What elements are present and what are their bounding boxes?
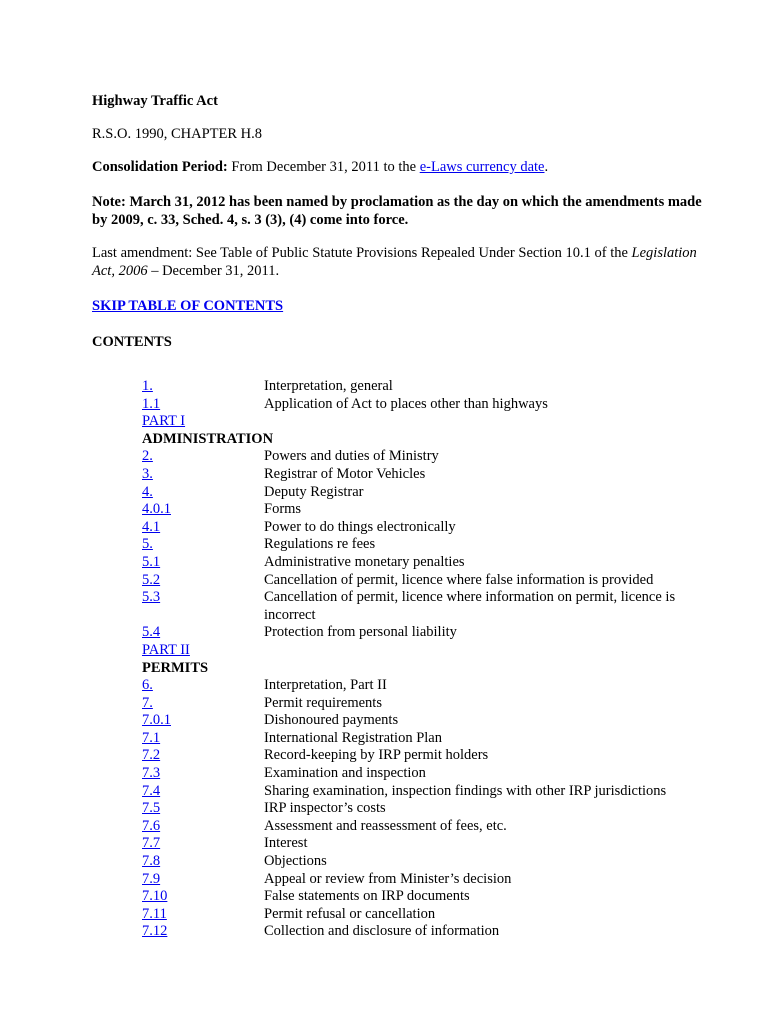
toc-entry bbox=[142, 589, 702, 624]
section-description: Dishonoured payments bbox=[264, 712, 399, 729]
section-description: Application of Act to places other than highways bbox=[264, 395, 548, 412]
section-link[interactable]: 7.8 bbox=[142, 853, 161, 870]
toc-entry bbox=[142, 835, 702, 853]
toc-entry bbox=[142, 396, 702, 414]
section-link[interactable]: 5.4 bbox=[142, 624, 161, 641]
document-body bbox=[92, 92, 712, 351]
toc-entry bbox=[142, 554, 702, 572]
toc-entry bbox=[142, 536, 702, 554]
section-link[interactable]: 7.10 bbox=[142, 888, 168, 905]
section-description: Interest bbox=[264, 835, 308, 852]
section-description: Power to do things electronically bbox=[264, 518, 456, 535]
section-description: Protection from personal liability bbox=[264, 624, 457, 641]
toc-entry bbox=[142, 818, 702, 836]
section-description: Forms bbox=[264, 501, 302, 518]
section-description: Assessment and reassessment of fees, etc. bbox=[264, 817, 507, 834]
section-description: False statements on IRP documents bbox=[264, 888, 470, 905]
toc-entry bbox=[142, 712, 702, 730]
section-link[interactable]: 3. bbox=[142, 465, 153, 482]
section-description: Collection and disclosure of information bbox=[264, 923, 500, 940]
section-description: Interpretation, general bbox=[264, 378, 393, 394]
section-link[interactable]: 7. bbox=[142, 694, 153, 711]
toc-entry bbox=[142, 501, 702, 519]
section-description: Objections bbox=[264, 853, 327, 870]
toc-entry bbox=[142, 853, 702, 871]
part-title: PERMITS bbox=[142, 659, 209, 676]
chapter-reference: R.S.O. 1990, CHAPTER H.8 bbox=[92, 126, 262, 142]
section-link[interactable]: 2. bbox=[142, 448, 153, 465]
part-link[interactable]: PART I bbox=[142, 413, 186, 430]
section-description: Cancellation of permit, licence where false information is provided bbox=[264, 571, 654, 588]
consolidation-text: From December 31, 2011 to the bbox=[227, 159, 420, 175]
part-title: ADMINISTRATION bbox=[142, 430, 274, 447]
part-link[interactable]: PART II bbox=[142, 641, 190, 658]
section-description: Examination and inspection bbox=[264, 765, 426, 782]
skip-toc-link[interactable]: SKIP TABLE OF CONTENTS bbox=[92, 298, 284, 314]
skip-toc bbox=[92, 297, 712, 315]
toc-entry bbox=[142, 466, 702, 484]
toc-entry bbox=[142, 888, 702, 906]
section-link[interactable]: 6. bbox=[142, 677, 153, 694]
section-link[interactable]: 7.1 bbox=[142, 729, 161, 746]
section-link[interactable]: 5.3 bbox=[142, 589, 161, 606]
section-description: IRP inspector’s costs bbox=[264, 800, 386, 817]
section-link[interactable]: 7.12 bbox=[142, 923, 168, 940]
section-description: Permit refusal or cancellation bbox=[264, 905, 436, 922]
section-description: Registrar of Motor Vehicles bbox=[264, 465, 426, 482]
section-description: International Registration Plan bbox=[264, 729, 442, 746]
last-amendment: Last amendment: See Table of Public Statute Provisions Repealed Under Section 10.1 of the Legislation Act, 2006 – December 31, 2011. bbox=[92, 245, 697, 279]
section-description: Sharing examination, inspection findings with other IRP jurisdictions bbox=[264, 782, 667, 799]
section-description: Powers and duties of Ministry bbox=[264, 448, 439, 465]
section-link[interactable]: 7.0.1 bbox=[142, 712, 171, 729]
toc-entry bbox=[142, 572, 702, 590]
section-description: Permit requirements bbox=[264, 694, 382, 711]
section-link[interactable]: 7.6 bbox=[142, 817, 161, 834]
section-link[interactable]: 4.0.1 bbox=[142, 501, 171, 518]
section-link[interactable]: 4.1 bbox=[142, 518, 161, 535]
toc-entry bbox=[142, 800, 702, 818]
section-link[interactable]: 7.2 bbox=[142, 747, 161, 764]
toc-entry bbox=[142, 730, 702, 748]
toc-entry bbox=[142, 783, 702, 801]
section-link[interactable]: 1. bbox=[142, 378, 153, 394]
currency-date-link[interactable]: e-Laws currency date bbox=[419, 159, 545, 175]
toc-entry bbox=[142, 695, 702, 713]
section-link[interactable]: 7.3 bbox=[142, 765, 161, 782]
consolidation-label: Consolidation Period: bbox=[92, 159, 228, 175]
section-link[interactable]: 5.2 bbox=[142, 571, 161, 588]
toc-entry bbox=[142, 747, 702, 765]
consolidation-period: Consolidation Period: From December 31, 2011 to the e-Laws currency date. bbox=[92, 159, 549, 175]
section-description: Record-keeping by IRP permit holders bbox=[264, 747, 489, 764]
section-link[interactable]: 7.7 bbox=[142, 835, 161, 852]
toc-entry bbox=[142, 871, 702, 889]
section-link[interactable]: 7.5 bbox=[142, 800, 161, 817]
act-title: Highway Traffic Act bbox=[92, 93, 218, 109]
section-link[interactable]: 4. bbox=[142, 483, 153, 500]
toc-entry bbox=[142, 448, 702, 466]
toc-entry bbox=[142, 378, 702, 396]
section-description: Deputy Registrar bbox=[264, 483, 364, 500]
legislation-act-title: Legislation Act, 2006 bbox=[92, 245, 697, 279]
section-link[interactable]: 5.1 bbox=[142, 553, 161, 570]
section-description: Cancellation of permit, licence where information on permit, licence is incorrect bbox=[264, 589, 676, 623]
table-of-contents bbox=[142, 378, 702, 941]
proclamation-note: Note: March 31, 2012 has been named by proclamation as the day on which the amendments made by 2009, c. 33, Sched. 4, s. 3 (3), (4) come into force. bbox=[92, 194, 702, 228]
section-link[interactable]: 7.11 bbox=[142, 905, 167, 922]
toc-entry bbox=[142, 677, 702, 695]
section-link[interactable]: 7.9 bbox=[142, 870, 161, 887]
section-link[interactable]: 5. bbox=[142, 536, 153, 553]
section-description: Appeal or review from Minister’s decision bbox=[264, 870, 512, 887]
section-description: Regulations re fees bbox=[264, 536, 376, 553]
toc-entry bbox=[142, 906, 702, 924]
toc-entry bbox=[142, 519, 702, 537]
contents-heading: CONTENTS bbox=[92, 334, 172, 350]
section-link[interactable]: 1.1 bbox=[142, 395, 161, 412]
toc-entry bbox=[142, 923, 702, 941]
toc-entry bbox=[142, 484, 702, 502]
toc-entry bbox=[142, 765, 702, 783]
section-description: Administrative monetary penalties bbox=[264, 553, 465, 570]
toc-entry bbox=[142, 624, 702, 642]
section-link[interactable]: 7.4 bbox=[142, 782, 161, 799]
section-description: Interpretation, Part II bbox=[264, 677, 387, 694]
